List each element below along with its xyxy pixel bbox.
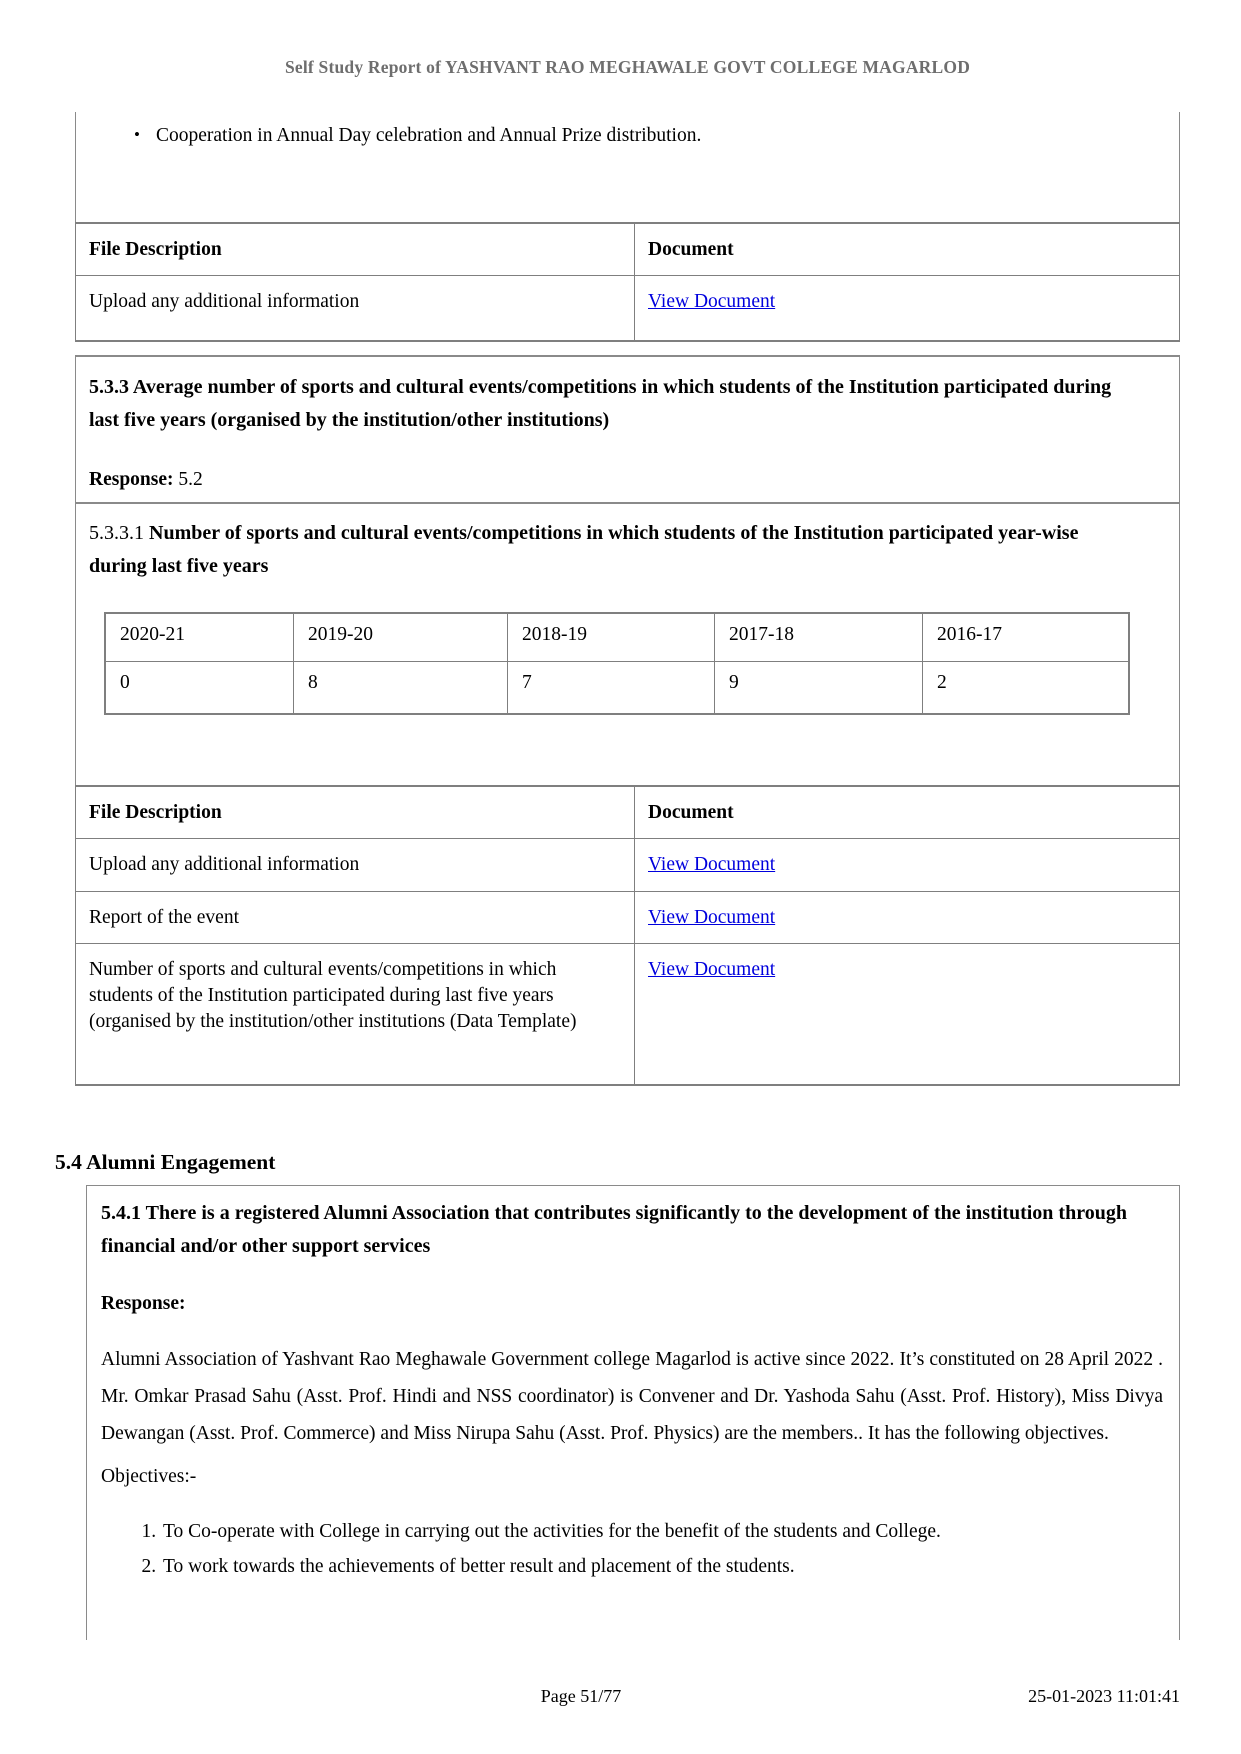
file-description-cell: Number of sports and cultural events/competitions in which students of the Institution participated during last five years (organised by the institution/other institutions (Data Template) (89, 959, 577, 1032)
response-label: Response: (101, 1293, 186, 1314)
view-document-link[interactable]: View Document (648, 907, 776, 928)
table-row (76, 943, 1179, 1084)
objectives-list (87, 1514, 1179, 1584)
year-value-2016-17: 2 (922, 662, 1128, 713)
years-table (104, 612, 1130, 715)
response-label: Response: (89, 469, 174, 490)
column-header-file-description: File Description (89, 802, 222, 823)
section-5-3-3-response-zone (76, 357, 1179, 504)
table-row (76, 275, 1179, 340)
footer-page-number: Page 51/77 (540, 1686, 622, 1706)
continuation-box (75, 112, 1180, 222)
section-5-3-3-1-title (76, 504, 1179, 583)
table-header-row (76, 224, 1179, 275)
section-5-3-3-1-title-text: Number of sports and cultural events/competitions in which students of the Institution participated year-wise during last five years (89, 522, 1079, 577)
table-row (76, 838, 1179, 891)
objective-item: 2. To work towards the achievements of better result and placement of the students. (161, 1549, 1179, 1584)
years-header-row (106, 614, 1128, 661)
view-document-link[interactable]: View Document (648, 959, 776, 980)
column-header-document: Document (634, 787, 1179, 838)
view-document-link[interactable]: View Document (648, 854, 776, 875)
year-header-2020-21: 2020-21 (120, 624, 185, 645)
section-5-4-heading: 5.4 Alumni Engagement (55, 1150, 276, 1174)
file-description-table-1 (75, 222, 1180, 342)
column-header-file-description: File Description (89, 239, 222, 260)
document-cell (634, 839, 1179, 891)
section-5-3-3-1-number: 5.3.3.1 (89, 522, 144, 544)
section-5-4-1-title: 5.4.1 There is a registered Alumni Association that contributes significantly to the development of the institution through financial and/or other support services (101, 1202, 1127, 1257)
table-header-row (76, 787, 1179, 838)
column-header-document: Document (634, 224, 1179, 275)
section-5-3-3-box (75, 355, 1180, 785)
year-value-2018-19: 7 (507, 662, 714, 713)
objective-item: 1. To Co-operate with College in carrying out the activities for the benefit of the students and College. (161, 1514, 1179, 1549)
file-description-table-2 (75, 785, 1180, 1086)
report-header-title: Self Study Report of YASHVANT RAO MEGHAWALE GOVT COLLEGE MAGARLOD (284, 57, 971, 77)
year-value-2020-21: 0 (120, 672, 130, 693)
view-document-link[interactable]: View Document (648, 291, 776, 312)
years-value-row (106, 661, 1128, 713)
bullet-item-text: Cooperation in Annual Day celebration and Annual Prize distribution. (156, 125, 702, 146)
year-value-2019-20: 8 (293, 662, 507, 713)
response-line (89, 467, 1179, 493)
year-header-2017-18: 2017-18 (714, 614, 922, 661)
response-value: 5.2 (178, 469, 203, 490)
year-value-2017-18: 9 (714, 662, 922, 713)
file-description-cell: Report of the event (89, 907, 239, 928)
footer-datetime: 25-01-2023 11:01:41 (1028, 1686, 1180, 1706)
document-cell (634, 276, 1179, 340)
bullet-item (134, 122, 1179, 149)
objectives-label: Objectives:- (101, 1466, 197, 1487)
section-5-3-3-1-zone (76, 504, 1179, 715)
document-cell (634, 944, 1179, 1084)
alumni-association-paragraph: Alumni Association of Yashvant Rao Meghawale Government college Magarlod is active since 2022. It’s constituted on 28 April 2022 . Mr. Omkar Prasad Sahu (Asst. Prof. Hindi and NSS coordinator) is Convener and Dr. Yashoda Sahu (Asst. Prof. History), Miss Divya Dewangan (Asst. Prof. Commerce) and Miss Nirupa Sahu (Asst. Prof. Physics) are the members.. It has the following objectives. (101, 1349, 1163, 1444)
bullet-icon: • (134, 125, 140, 144)
table-row (76, 891, 1179, 943)
section-5-3-3-title: 5.3.3 Average number of sports and cultural events/competitions in which students of the Institution participated during last five years (organised by the institution/other institutions) (89, 376, 1112, 431)
file-description-cell: Upload any additional information (89, 291, 360, 312)
section-5-4-1-box (86, 1185, 1180, 1640)
year-header-2016-17: 2016-17 (922, 614, 1128, 661)
year-header-2019-20: 2019-20 (293, 614, 507, 661)
year-header-2018-19: 2018-19 (507, 614, 714, 661)
file-description-cell: Upload any additional information (89, 854, 360, 875)
document-cell (634, 892, 1179, 943)
